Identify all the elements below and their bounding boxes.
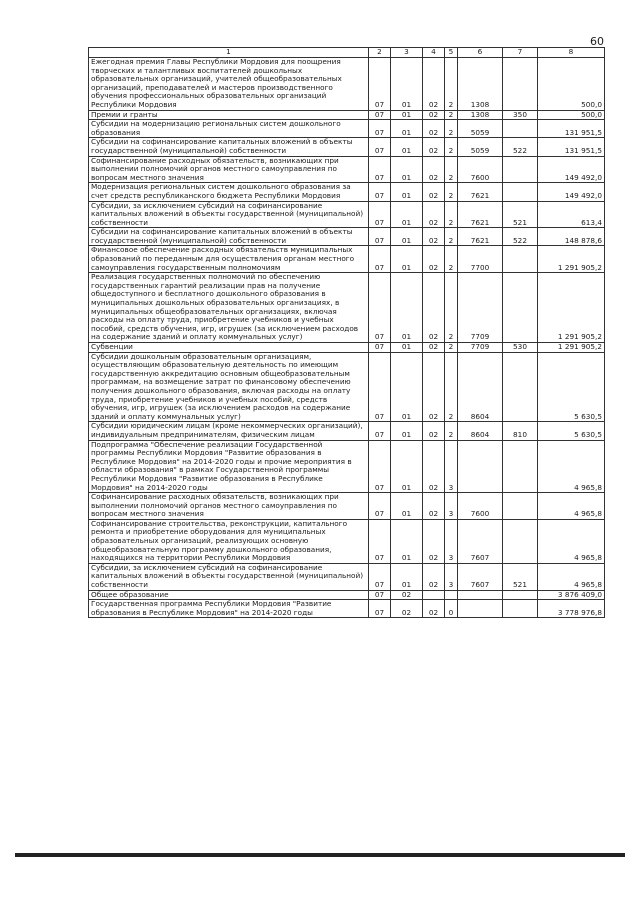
subprogram-code: 0 bbox=[445, 600, 458, 618]
amount: 5 630,5 bbox=[538, 422, 605, 440]
section-code: 07 bbox=[369, 590, 391, 600]
program-code: 02 bbox=[423, 120, 445, 138]
budget-table bbox=[88, 47, 605, 618]
row-description: Подпрограмма "Обеспечение реализации Государственной программы Республики Мордовия "Развитие образования в Республике Мордовия" на 2014-2020 годы и прочие мероприятия в области образования" в рамках Государственной программы Республики Мордовия "Развитие образования в Республике Мордовия" на 2014-2020 годы bbox=[89, 440, 369, 493]
subsection-code: 01 bbox=[391, 183, 423, 201]
table-row bbox=[89, 422, 605, 440]
row-description: Ежегодная премия Главы Республики Мордовия для поощрения творческих и талантливых воспитателей дошкольных образовательных организаций, учителей общеобразовательных организаций, преподавателей и мастеров производственного обучения профессиональных образовательных организаций Республики Мордовия bbox=[89, 58, 369, 111]
target-item-code bbox=[458, 590, 503, 600]
table-row bbox=[89, 201, 605, 228]
amount: 3 876 409,0 bbox=[538, 590, 605, 600]
subsection-code: 01 bbox=[391, 138, 423, 156]
subsection-code: 01 bbox=[391, 273, 423, 343]
table-row bbox=[89, 600, 605, 618]
subsection-code: 01 bbox=[391, 246, 423, 273]
table-body bbox=[89, 58, 605, 618]
subsection-code: 01 bbox=[391, 440, 423, 493]
program-code: 02 bbox=[423, 110, 445, 120]
row-description: Субсидии дошкольным образовательным организациям, осуществляющим образовательную деятельность по имеющим государственную аккредитацию основным общеобразовательным программам, на возмещение затрат по финансовому обеспечению получения дошкольного образования, включая расходы на оплату труда, приобретение учебников и учебных пособий, средств обучения, игр, игрушек (за исключением расходов на содержание зданий и оплату коммунальных услуг) bbox=[89, 352, 369, 422]
column-header-3: 3 bbox=[391, 48, 423, 58]
row-description: Субсидии на софинансирование капитальных вложений в объекты государственной (муниципальной) собственности bbox=[89, 138, 369, 156]
section-code: 07 bbox=[369, 110, 391, 120]
program-code: 02 bbox=[423, 440, 445, 493]
subprogram-code: 3 bbox=[445, 563, 458, 590]
column-header-5: 5 bbox=[445, 48, 458, 58]
section-code: 07 bbox=[369, 493, 391, 520]
expense-type-code bbox=[503, 493, 538, 520]
target-item-code: 1308 bbox=[458, 110, 503, 120]
program-code: 02 bbox=[423, 600, 445, 618]
expense-type-code bbox=[503, 156, 538, 183]
target-item-code: 7621 bbox=[458, 183, 503, 201]
expense-type-code bbox=[503, 590, 538, 600]
subprogram-code: 3 bbox=[445, 493, 458, 520]
row-description: Софинансирование строительства, реконструкции, капитального ремонта и приобретение оборудования для муниципальных образовательных организаций, реализующих основную общеобразовательную программу дошкольного образования, находящихся на территории Республики Мордовия bbox=[89, 519, 369, 563]
table-row bbox=[89, 120, 605, 138]
program-code: 02 bbox=[423, 156, 445, 183]
target-item-code: 7607 bbox=[458, 563, 503, 590]
amount: 4 965,8 bbox=[538, 563, 605, 590]
subprogram-code: 2 bbox=[445, 343, 458, 353]
table-row bbox=[89, 273, 605, 343]
subprogram-code: 2 bbox=[445, 110, 458, 120]
expense-type-code: 521 bbox=[503, 563, 538, 590]
subprogram-code: 2 bbox=[445, 183, 458, 201]
subsection-code: 01 bbox=[391, 110, 423, 120]
target-item-code bbox=[458, 440, 503, 493]
target-item-code: 5059 bbox=[458, 120, 503, 138]
expense-type-code: 530 bbox=[503, 343, 538, 353]
section-code: 07 bbox=[369, 138, 391, 156]
subsection-code: 01 bbox=[391, 343, 423, 353]
amount: 500,0 bbox=[538, 110, 605, 120]
table-row bbox=[89, 352, 605, 422]
subprogram-code: 2 bbox=[445, 120, 458, 138]
amount: 149 492,0 bbox=[538, 156, 605, 183]
expense-type-code bbox=[503, 519, 538, 563]
amount: 4 965,8 bbox=[538, 440, 605, 493]
table-row bbox=[89, 590, 605, 600]
target-item-code: 7600 bbox=[458, 156, 503, 183]
program-code: 02 bbox=[423, 138, 445, 156]
row-description: Реализация государственных полномочий по обеспечению государственных гарантий реализации прав на получение общедоступного и бесплатного дошкольного образования в муниципальных дошкольных образовательных организациях, в муниципальных общеобразовательных организациях, включая расходы на оплату труда, приобретение учебников и учебных пособий, средств обучения, игр, игрушек (за исключением расходов на содержание зданий и оплату коммунальных услуг) bbox=[89, 273, 369, 343]
target-item-code: 8604 bbox=[458, 352, 503, 422]
expense-type-code: 522 bbox=[503, 228, 538, 246]
section-code: 07 bbox=[369, 563, 391, 590]
section-code: 07 bbox=[369, 156, 391, 183]
program-code: 02 bbox=[423, 519, 445, 563]
amount: 131 951,5 bbox=[538, 120, 605, 138]
table-row bbox=[89, 563, 605, 590]
subprogram-code: 2 bbox=[445, 422, 458, 440]
subprogram-code: 3 bbox=[445, 440, 458, 493]
subsection-code: 01 bbox=[391, 493, 423, 520]
amount: 4 965,8 bbox=[538, 493, 605, 520]
table-row bbox=[89, 493, 605, 520]
program-code: 02 bbox=[423, 273, 445, 343]
subprogram-code: 2 bbox=[445, 138, 458, 156]
section-code: 07 bbox=[369, 352, 391, 422]
header-row bbox=[89, 48, 605, 58]
target-item-code: 1308 bbox=[458, 58, 503, 111]
amount: 131 951,5 bbox=[538, 138, 605, 156]
subprogram-code: 2 bbox=[445, 273, 458, 343]
subsection-code: 01 bbox=[391, 352, 423, 422]
amount: 500,0 bbox=[538, 58, 605, 111]
program-code bbox=[423, 590, 445, 600]
expense-type-code bbox=[503, 273, 538, 343]
subprogram-code bbox=[445, 590, 458, 600]
subsection-code: 02 bbox=[391, 600, 423, 618]
amount: 613,4 bbox=[538, 201, 605, 228]
program-code: 02 bbox=[423, 563, 445, 590]
target-item-code bbox=[458, 600, 503, 618]
row-description: Финансовое обеспечение расходных обязательств муниципальных образований по переданным для осуществления органам местного самоуправления государственным полномочиям bbox=[89, 246, 369, 273]
row-description: Субсидии на модернизацию региональных систем дошкольного образования bbox=[89, 120, 369, 138]
section-code: 07 bbox=[369, 440, 391, 493]
section-code: 07 bbox=[369, 246, 391, 273]
section-code: 07 bbox=[369, 120, 391, 138]
row-description: Общее образование bbox=[89, 590, 369, 600]
expense-type-code bbox=[503, 600, 538, 618]
target-item-code: 7709 bbox=[458, 343, 503, 353]
target-item-code: 7621 bbox=[458, 228, 503, 246]
subsection-code: 01 bbox=[391, 422, 423, 440]
expense-type-code bbox=[503, 183, 538, 201]
subprogram-code: 2 bbox=[445, 201, 458, 228]
subprogram-code: 2 bbox=[445, 352, 458, 422]
subsection-code: 01 bbox=[391, 563, 423, 590]
section-code: 07 bbox=[369, 422, 391, 440]
column-header-7: 7 bbox=[503, 48, 538, 58]
section-code: 07 bbox=[369, 58, 391, 111]
section-code: 07 bbox=[369, 273, 391, 343]
expense-type-code bbox=[503, 246, 538, 273]
section-code: 07 bbox=[369, 183, 391, 201]
expense-type-code bbox=[503, 352, 538, 422]
amount: 4 965,8 bbox=[538, 519, 605, 563]
program-code: 02 bbox=[423, 352, 445, 422]
subsection-code: 01 bbox=[391, 201, 423, 228]
amount: 3 778 976,8 bbox=[538, 600, 605, 618]
subprogram-code: 3 bbox=[445, 519, 458, 563]
target-item-code: 7709 bbox=[458, 273, 503, 343]
table-row bbox=[89, 228, 605, 246]
row-description: Софинансирование расходных обязательств, возникающих при выполнении полномочий органов местного самоуправления по вопросам местного значения bbox=[89, 493, 369, 520]
table-row bbox=[89, 156, 605, 183]
table-row bbox=[89, 246, 605, 273]
column-header-2: 2 bbox=[369, 48, 391, 58]
program-code: 02 bbox=[423, 343, 445, 353]
column-header-8: 8 bbox=[538, 48, 605, 58]
section-code: 07 bbox=[369, 201, 391, 228]
target-item-code: 8604 bbox=[458, 422, 503, 440]
target-item-code: 7607 bbox=[458, 519, 503, 563]
row-description: Софинансирование расходных обязательств, возникающих при выполнении полномочий органов местного самоуправления по вопросам местного значения bbox=[89, 156, 369, 183]
section-code: 07 bbox=[369, 600, 391, 618]
page-number: 60 bbox=[590, 35, 604, 48]
row-description: Субсидии, за исключением субсидий на софинансирование капитальных вложений в объекты государственной (муниципальной) собственности bbox=[89, 563, 369, 590]
table-row bbox=[89, 110, 605, 120]
target-item-code: 5059 bbox=[458, 138, 503, 156]
subsection-code: 01 bbox=[391, 156, 423, 183]
subprogram-code: 2 bbox=[445, 228, 458, 246]
column-header-6: 6 bbox=[458, 48, 503, 58]
amount: 149 492,0 bbox=[538, 183, 605, 201]
program-code: 02 bbox=[423, 246, 445, 273]
expense-type-code: 522 bbox=[503, 138, 538, 156]
table-row bbox=[89, 58, 605, 111]
program-code: 02 bbox=[423, 201, 445, 228]
amount: 1 291 905,2 bbox=[538, 246, 605, 273]
column-header-4: 4 bbox=[423, 48, 445, 58]
page-bottom-rule bbox=[15, 853, 625, 857]
target-item-code: 7621 bbox=[458, 201, 503, 228]
expense-type-code: 521 bbox=[503, 201, 538, 228]
program-code: 02 bbox=[423, 183, 445, 201]
section-code: 07 bbox=[369, 519, 391, 563]
expense-type-code bbox=[503, 58, 538, 111]
program-code: 02 bbox=[423, 493, 445, 520]
subsection-code: 01 bbox=[391, 58, 423, 111]
table-row bbox=[89, 519, 605, 563]
section-code: 07 bbox=[369, 343, 391, 353]
row-description: Субвенции bbox=[89, 343, 369, 353]
amount: 1 291 905,2 bbox=[538, 343, 605, 353]
row-description: Государственная программа Республики Мордовия "Развитие образования в Республике Мордовия" на 2014-2020 годы bbox=[89, 600, 369, 618]
row-description: Премии и гранты bbox=[89, 110, 369, 120]
table-row bbox=[89, 343, 605, 353]
amount: 1 291 905,2 bbox=[538, 273, 605, 343]
subsection-code: 01 bbox=[391, 519, 423, 563]
expense-type-code: 810 bbox=[503, 422, 538, 440]
amount: 148 878,6 bbox=[538, 228, 605, 246]
row-description: Субсидии на софинансирование капитальных вложений в объекты государственной (муниципальной) собственности bbox=[89, 228, 369, 246]
program-code: 02 bbox=[423, 422, 445, 440]
subprogram-code: 2 bbox=[445, 246, 458, 273]
table-row bbox=[89, 440, 605, 493]
amount: 5 630,5 bbox=[538, 352, 605, 422]
target-item-code: 7600 bbox=[458, 493, 503, 520]
subsection-code: 01 bbox=[391, 120, 423, 138]
program-code: 02 bbox=[423, 228, 445, 246]
subprogram-code: 2 bbox=[445, 156, 458, 183]
table-header bbox=[89, 48, 605, 58]
column-header-1: 1 bbox=[89, 48, 369, 58]
expense-type-code: 350 bbox=[503, 110, 538, 120]
row-description: Субсидии, за исключением субсидий на софинансирование капитальных вложений в объекты государственной (муниципальной) собственности bbox=[89, 201, 369, 228]
program-code: 02 bbox=[423, 58, 445, 111]
table-row bbox=[89, 138, 605, 156]
section-code: 07 bbox=[369, 228, 391, 246]
subprogram-code: 2 bbox=[445, 58, 458, 111]
expense-type-code bbox=[503, 120, 538, 138]
subsection-code: 01 bbox=[391, 228, 423, 246]
subsection-code: 02 bbox=[391, 590, 423, 600]
expense-type-code bbox=[503, 440, 538, 493]
row-description: Субсидии юридическим лицам (кроме некоммерческих организаций), индивидуальным предпринимателям, физическим лицам bbox=[89, 422, 369, 440]
table-row bbox=[89, 183, 605, 201]
row-description: Модернизация региональных систем дошкольного образования за счет средств республиканского бюджета Республики Мордовия bbox=[89, 183, 369, 201]
target-item-code: 7700 bbox=[458, 246, 503, 273]
